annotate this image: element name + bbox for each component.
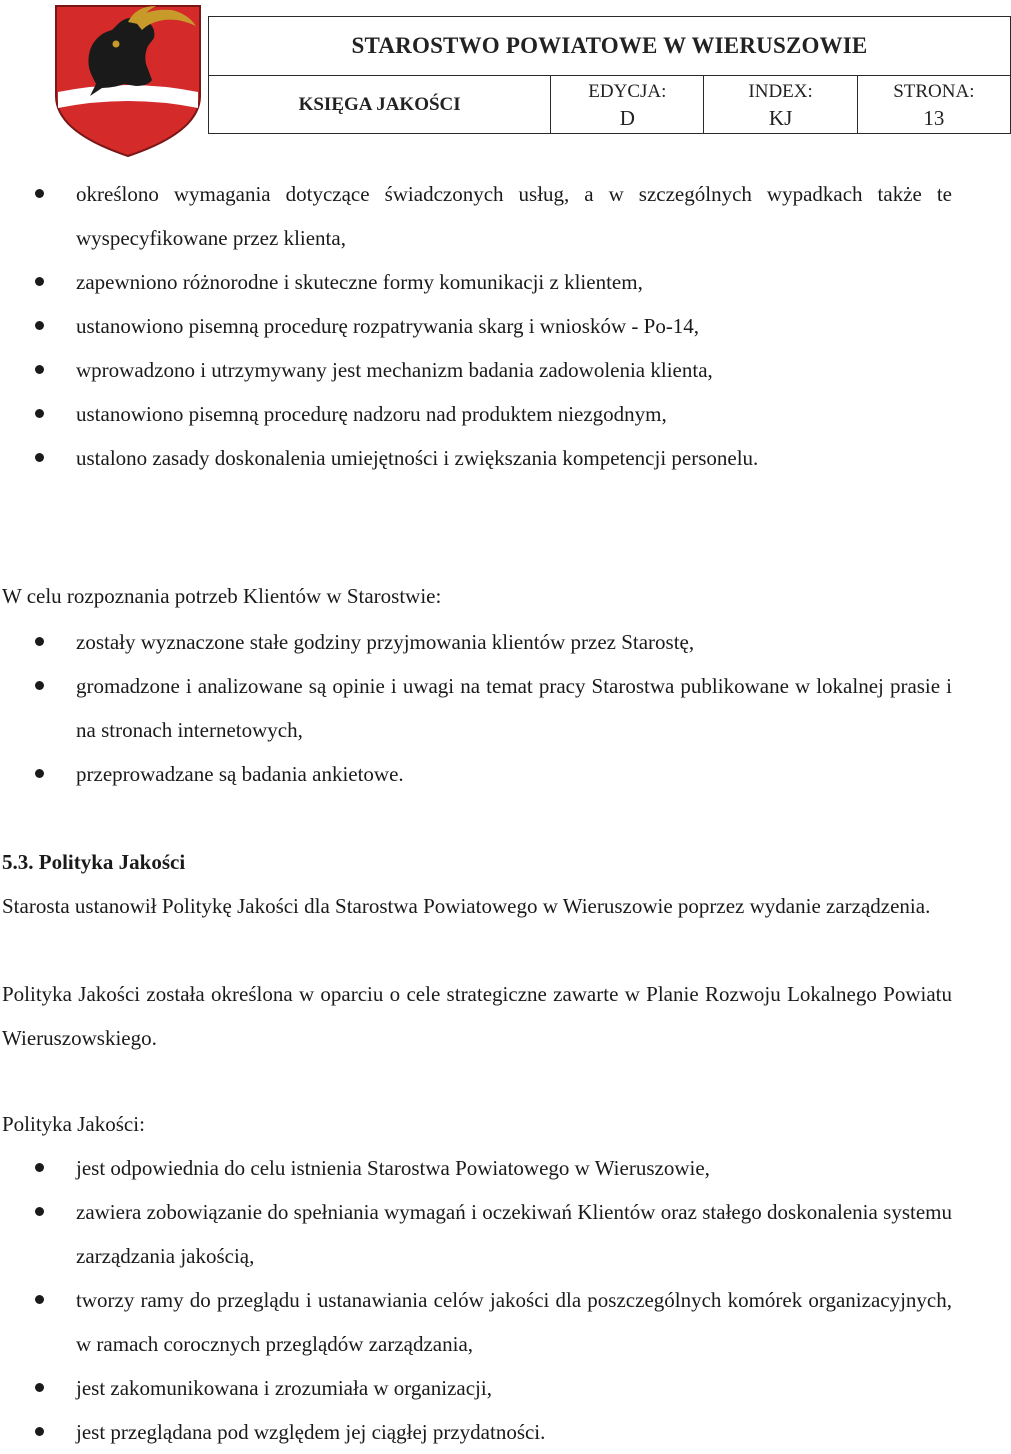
book-title: KSIĘGA JAKOŚCI	[209, 76, 551, 134]
list-item: przeprowadzane są badania ankietowe.	[0, 752, 960, 796]
page-cell	[857, 76, 1010, 134]
quality-policy-list	[0, 1146, 960, 1454]
list-item: zapewniono różnorodne i skuteczne formy komunikacji z klientem,	[0, 260, 960, 304]
list-item: wprowadzono i utrzymywany jest mechanizm badania zadowolenia klienta,	[0, 348, 960, 392]
index-label: INDEX:	[748, 80, 813, 102]
list-item: określono wymagania dotyczące świadczonych usług, a w szczególnych wypadkach także te wyspecyfikowane przez klienta,	[0, 172, 960, 260]
service-requirements-list	[0, 172, 960, 480]
section-heading: 5.3. Polityka Jakości	[2, 850, 186, 874]
list-item: jest zakomunikowana i zrozumiała w organizacji,	[0, 1366, 960, 1410]
header-table	[208, 16, 1011, 134]
document-header	[52, 4, 975, 158]
page-number: 13	[923, 105, 945, 130]
policy-intro: Polityka Jakości:	[2, 1112, 145, 1136]
list-item: tworzy ramy do przeglądu i ustanawiania celów jakości dla poszczególnych komórek organizacyjnych, w ramach corocznych przeglądów zarządzania,	[0, 1278, 960, 1366]
list-item: zostały wyznaczone stałe godziny przyjmowania klientów przez Starostę,	[0, 620, 960, 664]
list-item: ustanowiono pisemną procedurę nadzoru nad produktem niezgodnym,	[0, 392, 960, 436]
client-needs-intro: W celu rozpoznania potrzeb Klientów w Starostwie:	[2, 584, 442, 608]
list-item: gromadzone i analizowane są opinie i uwagi na temat pracy Starostwa publikowane w lokalnej prasie i na stronach internetowych,	[0, 664, 960, 752]
list-item: ustalono zasady doskonalenia umiejętności i zwiększania kompetencji personelu.	[0, 436, 960, 480]
page-label: STRONA:	[893, 80, 975, 102]
institution-title: STAROSTWO POWIATOWE W WIERUSZOWIE	[209, 17, 1011, 76]
client-needs-list	[0, 620, 960, 796]
edition-label: EDYCJA:	[588, 80, 667, 102]
edition-value: D	[619, 105, 635, 130]
index-cell	[704, 76, 857, 134]
list-item: jest przeglądana pod względem jej ciągłej przydatności.	[0, 1410, 960, 1454]
policy-paragraph-1: Starosta ustanowił Politykę Jakości dla Starostwa Powiatowego w Wieruszowie poprzez wydanie zarządzenia.	[2, 894, 931, 918]
coat-of-arms-logo	[52, 4, 204, 158]
list-item: jest odpowiednia do celu istnienia Starostwa Powiatowego w Wieruszowie,	[0, 1146, 960, 1190]
policy-paragraph-2: Polityka Jakości została określona w oparciu o cele strategiczne zawarte w Planie Rozwoju Lokalnego Powiatu Wieruszowskiego.	[2, 982, 952, 1050]
list-item: zawiera zobowiązanie do spełniania wymagań i oczekiwań Klientów oraz stałego doskonalenia systemu zarządzania jakością,	[0, 1190, 960, 1278]
edition-cell	[551, 76, 704, 134]
index-value: KJ	[768, 105, 793, 130]
list-item: ustanowiono pisemną procedurę rozpatrywania skarg i wniosków - Po-14,	[0, 304, 960, 348]
